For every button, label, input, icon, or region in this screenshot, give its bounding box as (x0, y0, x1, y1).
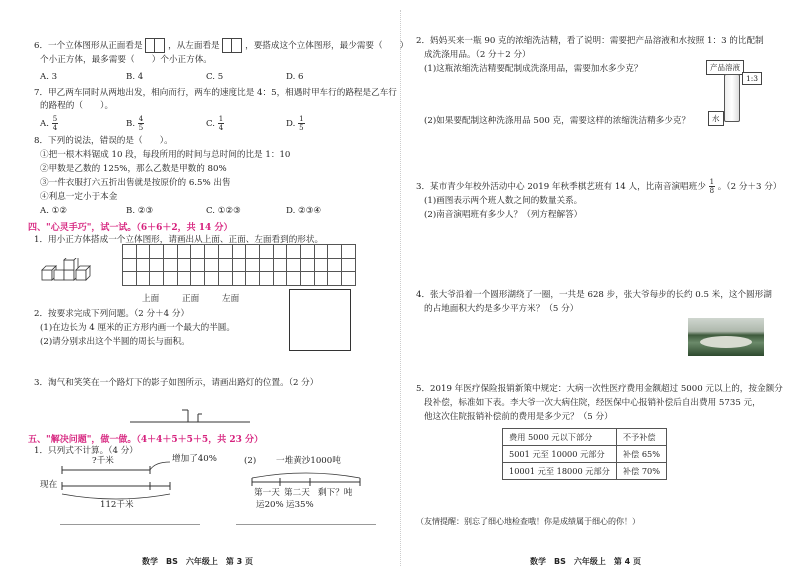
r-q4-text-b: 的占地面积大约是多少平方米？（5 分） (424, 304, 579, 314)
answer-line-2[interactable] (236, 524, 376, 525)
d1-label-increase: 增加了40% (172, 454, 217, 464)
side-view-icon (222, 38, 242, 53)
q6-line1 (34, 38, 408, 53)
lake-photo (688, 318, 764, 356)
d2-label-35pct: 运35% (286, 500, 314, 510)
r-q3-2-text: (2)南音演唱班有多少人？（列方程解答） (424, 210, 583, 220)
table-cell: 不予补偿 (616, 429, 666, 446)
r-q2-text-b: 成洗涤用品。（2 分＋2 分） (424, 50, 531, 60)
table-cell: 10001 元至 18000 元部分 (503, 463, 617, 480)
q7-option-d (286, 115, 305, 132)
r-q2-2-text: (2)如果要配制这种洗涤用品 500 克，需要这样的浓缩洗洁精多少克？ (424, 116, 691, 126)
q8-item-2: ②甲数是乙数的 125%，那么乙数是甲数的 80% (40, 164, 227, 174)
q8-option-d: D. ②③④ (286, 206, 322, 216)
label-front-view: 正面 (182, 294, 200, 304)
d2-label-20pct: 运20% (256, 500, 284, 510)
q7-frac-c-num: 1 (218, 115, 224, 123)
q7-frac-d (298, 115, 304, 132)
s4-q1-text: 1．用小正方体搭成一个立体图形，请画出从上面、正面、左面看到的形状。 (34, 235, 324, 245)
q8-item-1: ①把一根木料锯成 10 段，每段所用的时间与总时间的比是 1：10 (40, 150, 291, 160)
q7-frac-d-num: 1 (299, 115, 304, 123)
q6-option-a: A. 3 (40, 72, 58, 82)
q7-frac-a-den: 4 (52, 124, 58, 132)
s4-q2-text: 2．按要求完成下列问题。（2 分＋4 分） (34, 309, 190, 319)
label-left-view: 左面 (222, 294, 240, 304)
lake-shape-icon (688, 318, 764, 356)
table-row (503, 446, 667, 463)
shadow-diagram[interactable] (130, 404, 250, 426)
r-q3-text-b: 。（2 分＋3 分） (717, 182, 782, 192)
reminder-note: （友情提醒：别忘了细心地检查哦！你是成绩属于细心的你！） (416, 517, 640, 526)
d1-label-now: 现在 (40, 480, 58, 490)
q7-option-label: B. (126, 119, 136, 129)
q8-title: 8．下列的说法，错误的是（ ）。 (34, 136, 173, 146)
s4-q3-text: 3．淘气和笑笑在一个路灯下的影子如图所示，请画出路灯的位置。（2 分） (34, 378, 319, 388)
bottle-label: 产品溶液 (706, 60, 744, 75)
d2-label-total: 一堆黄沙1000吨 (276, 456, 341, 466)
q7-frac-c (218, 115, 224, 132)
q6-text-a: 6．一个立体图形从正面看是 (34, 41, 143, 51)
q6-text-d: 个小正方体，最多需要（ ）个小正方体。 (40, 55, 212, 65)
page-footer-right: 数学 BS 六年级上 第 4 页 (530, 557, 641, 566)
r-q3-frac-den: 8 (709, 187, 715, 195)
q6-option-d: D. 6 (286, 72, 304, 82)
q7-option-label: C. (206, 119, 216, 129)
label-top-view: 上面 (142, 294, 160, 304)
table-cell: 补偿 65% (616, 446, 666, 463)
r-q3-text-a: 3．某市青少年校外活动中心 2019 年秋季棋艺班有 14 人，比南音演唱班少 (416, 182, 706, 192)
q7-frac-c-den: 4 (218, 124, 224, 132)
q7-text-a: 7．甲乙两车同时从两地出发，相向而行，两车的速度比是 4：5，相遇时甲车行的路程是乙车行 (34, 88, 397, 98)
q8-option-b: B. ②③ (126, 206, 154, 216)
q8-option-a: A. ①② (40, 206, 68, 216)
r-q3-line1 (416, 178, 781, 195)
answer-line-1[interactable] (60, 524, 200, 525)
r-q5-text-a: 5．2019 年医疗保险报销新策中规定：大病一次性医疗费用金额超过 5000 元以上的，按金额分 (416, 384, 783, 394)
r-q5-text-c: 他这次住院报销补偿前的费用是多少元？（5 分） (424, 412, 613, 422)
q6-text-b: ，从左面看是 (168, 41, 220, 51)
d2-label-remaining: 剩下？吨 (318, 488, 353, 498)
q6-text-c: ，要搭成这个立体图形，最少需要（ ） (245, 41, 409, 51)
r-q2-text-a: 2．妈妈买来一瓶 90 克的浓缩洗洁精，看了说明：需要把产品溶液和水按照 1：3 的比配制 (416, 36, 764, 46)
q7-frac-a-num: 5 (52, 115, 58, 123)
front-view-icon (145, 38, 165, 53)
q7-option-label: A. (40, 119, 49, 129)
q6-option-c: C. 5 (206, 72, 224, 82)
d2-number: (2) (244, 456, 257, 466)
q8-item-4: ④利息一定小于本金 (40, 192, 118, 202)
drawing-grid[interactable] (122, 244, 356, 286)
section-5-title: 五、"解决问题"，做一做。（4＋4＋5＋5＋5，共 23 分） (28, 435, 263, 445)
cube-figure (40, 258, 96, 284)
q7-option-a (40, 115, 58, 132)
r-q3-1-text: (1)画图表示两个班人数之间的数量关系。 (424, 196, 583, 206)
bottle-icon (724, 74, 740, 122)
r-q3-frac-num: 1 (709, 178, 715, 186)
r-q2-1-text: (1)这瓶浓缩洗洁精要配制成洗涤用品，需要加水多少克？ (424, 64, 643, 74)
r-q3-frac (709, 178, 715, 195)
right-page (400, 0, 800, 576)
r-q4-text-a: 4．张大爷沿着一个圆形湖绕了一圈，一共是 628 步，张大爷每步的长约 0.5 米，这个圆形湖 (416, 290, 772, 300)
compensation-table (502, 428, 667, 480)
q8-item-3: ③一件衣服打六五折出售就是按原价的 6.5% 出售 (40, 178, 231, 188)
q7-frac-b-num: 4 (138, 115, 144, 123)
r-q5-text-b: 段补偿，标准如下表。李大爷一次大病住院，经医保中心报销补偿后自出费用 5735 元， (424, 398, 761, 408)
q7-option-label: D. (286, 119, 296, 129)
q7-option-b (126, 115, 144, 132)
q7-text-b: 的路程的（ ）。 (40, 101, 114, 111)
q6-option-b: B. 4 (126, 72, 144, 82)
s4-q2-2-text: (2)请分别求出这个半圆的周长与面积。 (40, 337, 190, 347)
q7-frac-d-den: 5 (299, 124, 304, 132)
q8-option-c: C. ①②③ (206, 206, 241, 216)
table-cell: 补偿 70% (616, 463, 666, 480)
table-row (503, 463, 667, 480)
ratio-label: 1:3 (742, 72, 762, 85)
section-4-title: 四、"心灵手巧"，试一试。（6＋6＋2，共 14 分） (28, 223, 233, 233)
table-cell: 费用 5000 元以下部分 (503, 429, 617, 446)
table-cell: 5001 元至 10000 元部分 (503, 446, 617, 463)
d1-label-112km: 112千米 (100, 500, 134, 510)
d2-label-day1: 第一天 (254, 488, 280, 498)
table-row (503, 429, 667, 446)
d2-label-day2: 第二天 (284, 488, 310, 498)
d1-label-unknown-km: ?千米 (92, 456, 114, 466)
q7-option-c (206, 115, 224, 132)
s4-q2-1-text: (1)在边长为 4 厘米的正方形内画一个最大的半圆。 (40, 323, 235, 333)
q7-frac-b-den: 5 (138, 124, 144, 132)
s5-q1-text: 1．只列式不计算。（4 分） (34, 446, 138, 456)
page-footer-left: 数学 BS 六年级上 第 3 页 (142, 557, 253, 566)
water-label: 水 (708, 111, 724, 126)
q7-frac-a (52, 115, 58, 132)
q7-frac-b (138, 115, 144, 132)
square-drawing-area[interactable] (289, 289, 351, 351)
